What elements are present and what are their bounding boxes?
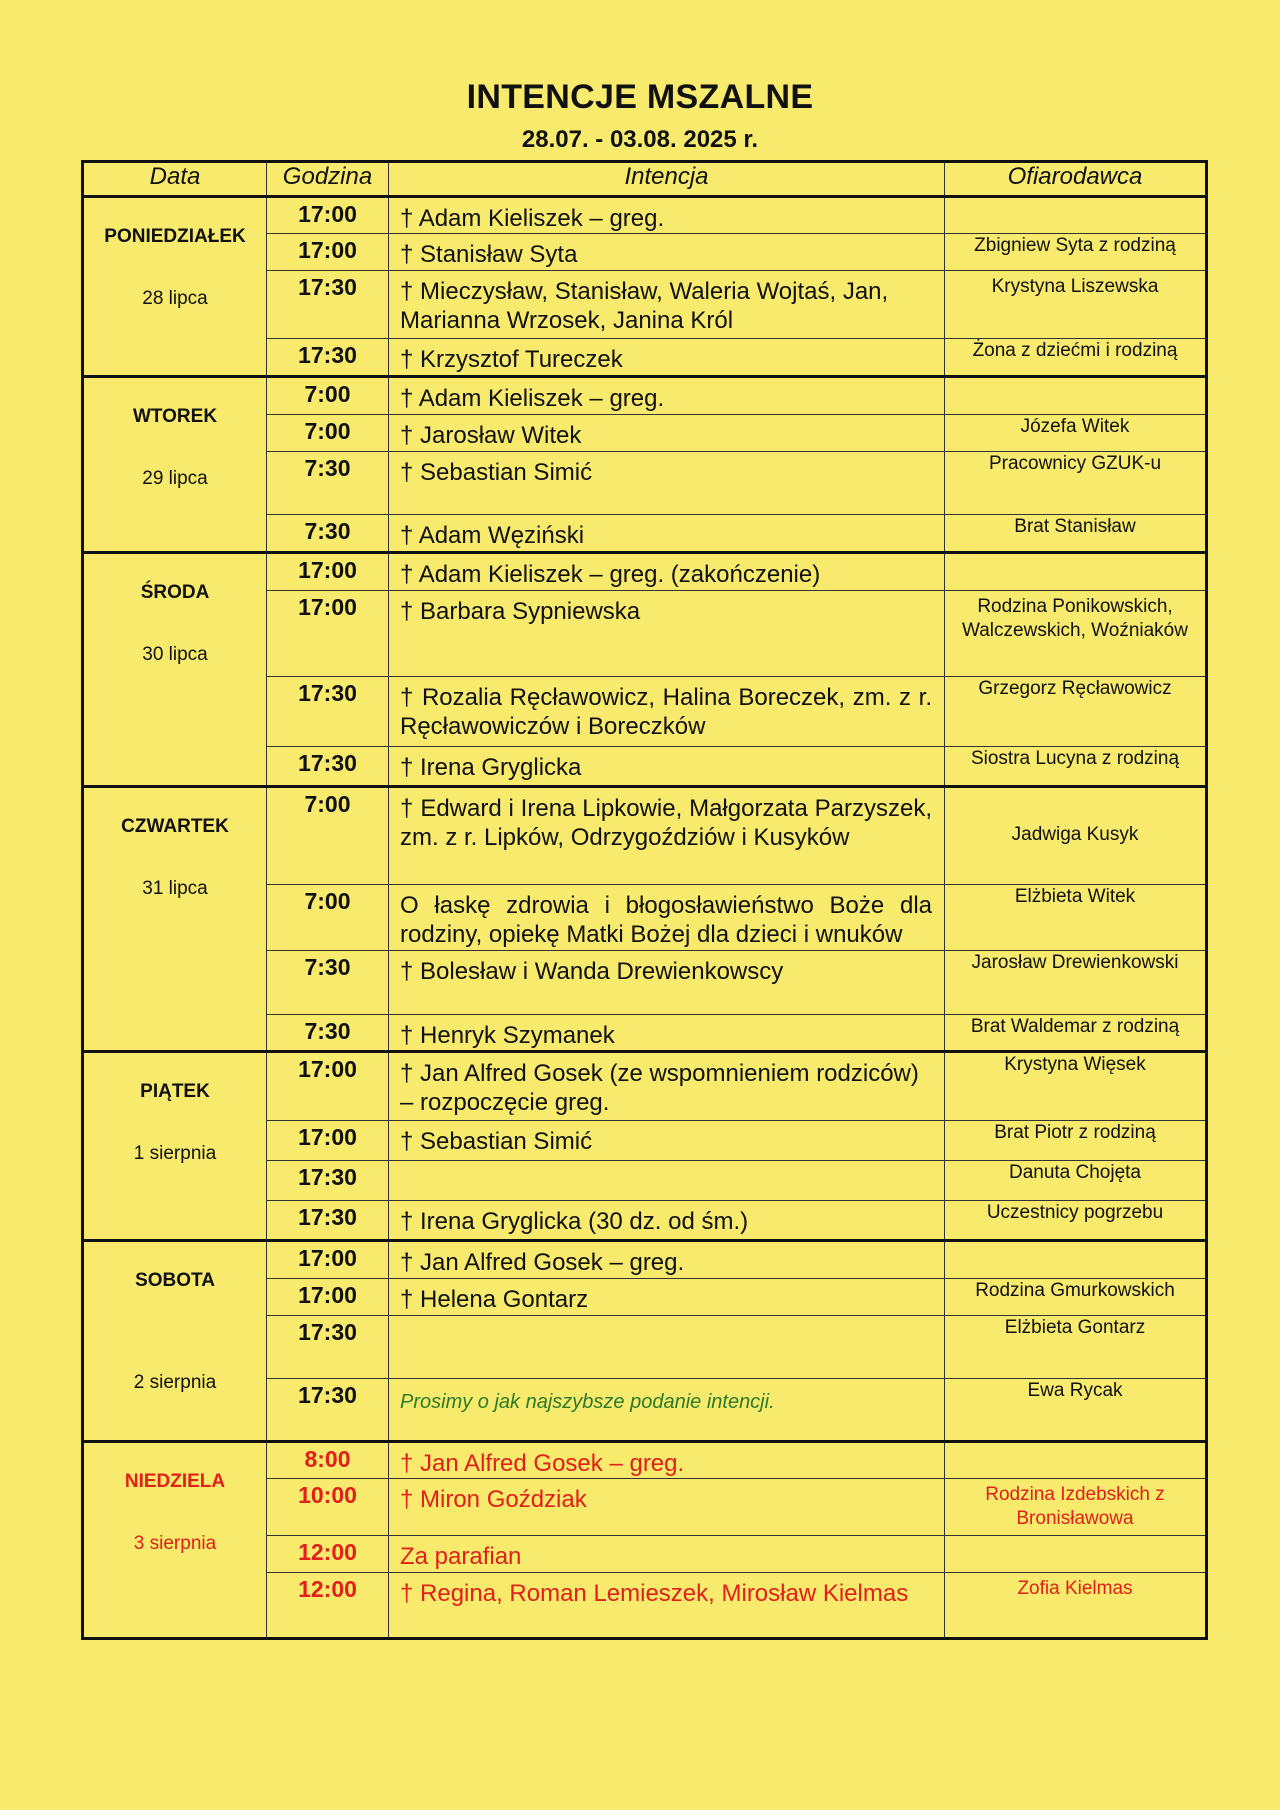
mass-time: 17:00 (267, 1241, 389, 1279)
mass-time: 17:00 (267, 553, 389, 591)
mass-donor (945, 377, 1207, 415)
mass-donor: Jarosław Drewienkowski (945, 951, 1207, 1015)
mass-time: 7:30 (267, 452, 389, 515)
mass-time: 8:00 (267, 1442, 389, 1479)
day-name: NIEDZIELA (124, 1471, 226, 1492)
mass-time: 17:00 (267, 1052, 389, 1121)
mass-time: 17:30 (267, 747, 389, 787)
mass-intention: † Sebastian Simić (389, 452, 945, 515)
day-cell (83, 1052, 267, 1241)
day-cell (83, 1241, 267, 1442)
page-title: INTENCJE MSZALNE (466, 78, 814, 116)
day-thursday (83, 787, 1207, 1052)
mass-intention-cell (389, 1379, 945, 1442)
mass-intention: Za parafian (389, 1536, 945, 1573)
mass-time: 17:30 (267, 1201, 389, 1241)
header-time: Godzina (267, 162, 389, 197)
day-sunday (83, 1442, 1207, 1639)
mass-donor: Pracownicy GZUK-u (945, 452, 1207, 515)
mass-donor: Siostra Lucyna z rodziną (945, 747, 1207, 787)
mass-time: 17:30 (267, 339, 389, 377)
mass-donor (945, 197, 1207, 234)
mass-intention: † Irena Gryglicka (389, 747, 945, 787)
day-name: SOBOTA (135, 1270, 215, 1291)
mass-time: 12:00 (267, 1536, 389, 1573)
mass-donor: Józefa Witek (945, 415, 1207, 452)
table-header-row (83, 162, 1207, 197)
mass-donor: Krystyna Liszewska (945, 271, 1207, 339)
mass-intention: † Jan Alfred Gosek – greg. (389, 1241, 945, 1279)
table-row (83, 1241, 1207, 1279)
day-date: 1 sierpnia (133, 1143, 217, 1164)
mass-donor: Brat Piotr z rodziną (945, 1121, 1207, 1161)
mass-time: 10:00 (267, 1479, 389, 1536)
day-name: WTOREK (132, 406, 218, 427)
mass-donor: Zbigniew Syta z rodziną (945, 234, 1207, 271)
mass-intention: † Mieczysław, Stanisław, Waleria Wojtaś, Jan, Marianna Wrzosek, Janina Król (389, 271, 945, 339)
mass-time: 17:00 (267, 1279, 389, 1316)
mass-donor: Krystyna Więsek (945, 1052, 1207, 1121)
table-row (83, 1052, 1207, 1121)
mass-donor: Grzegorz Ręcławowicz (945, 677, 1207, 747)
mass-time: 7:00 (267, 787, 389, 885)
mass-donor: Zofia Kielmas (945, 1573, 1207, 1639)
mass-intention (389, 1316, 945, 1379)
day-cell (83, 377, 267, 553)
day-name: PIĄTEK (140, 1081, 210, 1102)
mass-donor: Rodzina Izdebskich z Bronisławowa (945, 1479, 1207, 1536)
table-row (83, 787, 1207, 885)
mass-intention: † Sebastian Simić (389, 1121, 945, 1161)
mass-time: 17:30 (267, 271, 389, 339)
mass-intention: † Jarosław Witek (389, 415, 945, 452)
day-name: CZWARTEK (121, 816, 229, 837)
mass-time: 17:30 (267, 1316, 389, 1379)
mass-time: 7:00 (267, 377, 389, 415)
mass-intention: † Bolesław i Wanda Drewienkowscy (389, 951, 945, 1015)
mass-intention: † Jan Alfred Gosek – greg. (389, 1442, 945, 1479)
table-row (83, 377, 1207, 415)
day-date: 3 sierpnia (133, 1533, 217, 1554)
mass-intention: † Regina, Roman Lemieszek, Mirosław Kielmas (389, 1573, 945, 1639)
mass-intention: † Rozalia Ręcławowicz, Halina Boreczek, zm. z r. Ręcławowiczów i Boreczków (389, 677, 945, 747)
mass-time: 17:00 (267, 1121, 389, 1161)
mass-donor: Jadwiga Kusyk (945, 787, 1207, 885)
table-row (83, 553, 1207, 591)
mass-intention: † Helena Gontarz (389, 1279, 945, 1316)
day-friday (83, 1052, 1207, 1241)
mass-donor: Elżbieta Gontarz (945, 1316, 1207, 1379)
mass-time: 17:00 (267, 234, 389, 271)
mass-intention: † Barbara Sypniewska (389, 591, 945, 677)
day-name: ŚRODA (140, 582, 210, 603)
date-range-subtitle: 28.07. - 03.08. 2025 r. (521, 126, 759, 153)
mass-intention: † Edward i Irena Lipkowie, Małgorzata Parzyszek, zm. z r. Lipków, Odrzygoździów i Kusyków (389, 787, 945, 885)
day-cell (83, 1442, 267, 1639)
day-cell (83, 197, 267, 377)
mass-donor: Brat Stanisław (945, 515, 1207, 553)
day-name: PONIEDZIAŁEK (104, 226, 246, 247)
mass-donor: Rodzina Ponikowskich, Walczewskich, Woźniaków (945, 591, 1207, 677)
mass-time: 17:30 (267, 677, 389, 747)
mass-intention (389, 1161, 945, 1201)
day-date: 2 sierpnia (133, 1372, 217, 1393)
day-saturday (83, 1241, 1207, 1442)
mass-donor (945, 553, 1207, 591)
header-date: Data (83, 162, 267, 197)
day-tuesday (83, 377, 1207, 553)
day-date: 28 lipca (142, 288, 208, 309)
day-monday (83, 197, 1207, 377)
mass-intention: † Adam Kieliszek – greg. (zakończenie) (389, 553, 945, 591)
mass-donor: Żona z dziećmi i rodziną (945, 339, 1207, 377)
mass-intention: † Krzysztof Tureczek (389, 339, 945, 377)
mass-time: 17:30 (267, 1379, 389, 1442)
day-cell (83, 553, 267, 787)
mass-time: 7:00 (267, 415, 389, 452)
mass-time: 17:00 (267, 197, 389, 234)
mass-donor: Danuta Chojęta (945, 1161, 1207, 1201)
mass-donor: Ewa Rycak (945, 1379, 1207, 1442)
day-wednesday (83, 553, 1207, 787)
mass-intention: † Miron Goździak (389, 1479, 945, 1536)
mass-intention: † Stanisław Syta (389, 234, 945, 271)
mass-intentions-table (81, 160, 1208, 1640)
mass-intention: † Adam Węziński (389, 515, 945, 553)
mass-donor (945, 1241, 1207, 1279)
mass-donor: Elżbieta Witek (945, 885, 1207, 951)
mass-intention: † Irena Gryglicka (30 dz. od śm.) (389, 1201, 945, 1241)
intention-request-note: Prosimy o jak najszybsze podanie intencji. (400, 1391, 775, 1413)
day-date: 31 lipca (142, 878, 208, 899)
mass-time: 17:30 (267, 1161, 389, 1201)
header-donor: Ofiarodawca (945, 162, 1207, 197)
mass-donor: Rodzina Gmurkowskich (945, 1279, 1207, 1316)
mass-time: 17:00 (267, 591, 389, 677)
mass-intention: † Adam Kieliszek – greg. (389, 377, 945, 415)
table-row (83, 1442, 1207, 1479)
mass-time: 7:30 (267, 1015, 389, 1052)
mass-time: 12:00 (267, 1573, 389, 1639)
day-date: 29 lipca (142, 468, 208, 489)
mass-donor: Uczestnicy pogrzebu (945, 1201, 1207, 1241)
mass-intention: † Henryk Szymanek (389, 1015, 945, 1052)
header-intention: Intencja (389, 162, 945, 197)
mass-donor (945, 1536, 1207, 1573)
mass-time: 7:00 (267, 885, 389, 951)
mass-donor: Brat Waldemar z rodziną (945, 1015, 1207, 1052)
day-cell (83, 787, 267, 1052)
mass-time: 7:30 (267, 951, 389, 1015)
day-date: 30 lipca (142, 644, 208, 665)
mass-intention: O łaskę zdrowia i błogosławieństwo Boże dla rodziny, opiekę Matki Bożej dla dzieci i wnuków (389, 885, 945, 951)
mass-donor (945, 1442, 1207, 1479)
mass-time: 7:30 (267, 515, 389, 553)
mass-intention: † Jan Alfred Gosek (ze wspomnieniem rodziców) – rozpoczęcie greg. (389, 1052, 945, 1121)
table-row (83, 197, 1207, 234)
mass-intention: † Adam Kieliszek – greg. (389, 197, 945, 234)
